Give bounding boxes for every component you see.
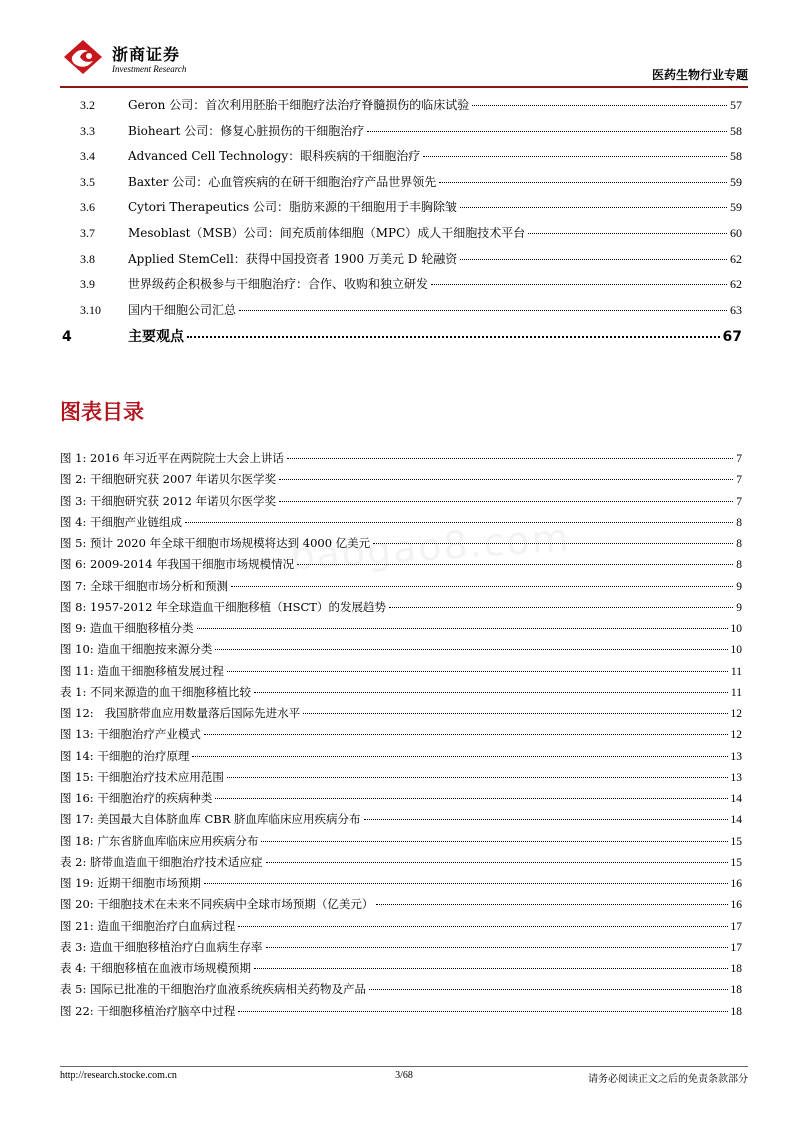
figure-label: 图 2: bbox=[60, 472, 87, 487]
figure-page: 17 bbox=[730, 941, 742, 954]
dot-leader bbox=[204, 883, 728, 884]
toc-title: Applied StemCell：获得中国投资者 1900 万美元 D 轮融资 bbox=[128, 251, 458, 266]
figure-entry[interactable] bbox=[60, 493, 742, 514]
figure-page: 12 bbox=[730, 708, 742, 720]
dot-leader bbox=[303, 713, 727, 714]
figure-page: 7 bbox=[736, 474, 742, 487]
dot-leader bbox=[266, 947, 728, 948]
figure-page: 14 bbox=[730, 814, 742, 827]
figure-page: 18 bbox=[730, 963, 742, 975]
toc-entry[interactable] bbox=[80, 275, 742, 301]
toc-title: Bioheart 公司：修复心脏损伤的干细胞治疗 bbox=[128, 123, 365, 138]
dot-leader bbox=[460, 259, 727, 260]
dot-leader bbox=[231, 586, 733, 587]
figure-title: 造血干细胞移植分类 bbox=[90, 621, 194, 635]
toc-chapter-number: 4 bbox=[62, 329, 72, 346]
toc-chapter-entry[interactable] bbox=[62, 326, 742, 356]
figure-entry[interactable] bbox=[60, 833, 742, 854]
dot-leader bbox=[266, 862, 728, 863]
figure-entry[interactable] bbox=[60, 960, 742, 981]
toc-title: Mesoblast（MSB）公司：间充质前体细胞（MPC）成人干细胞技术平台 bbox=[128, 225, 526, 240]
dot-leader bbox=[369, 989, 727, 990]
figure-page: 16 bbox=[730, 878, 742, 890]
figure-label: 图 3: bbox=[60, 493, 87, 508]
figure-title: 造血干细胞按来源分类 bbox=[97, 642, 213, 657]
figure-entry[interactable] bbox=[60, 684, 742, 705]
figure-entry[interactable] bbox=[60, 1003, 742, 1024]
figure-label: 图 16: bbox=[60, 791, 94, 805]
figure-title: 干细胞治疗技术应用范围 bbox=[97, 769, 224, 784]
figure-label: 表 3: bbox=[60, 939, 87, 954]
figure-page: 18 bbox=[730, 984, 742, 997]
header-divider bbox=[60, 86, 748, 88]
figure-label: 图 22: bbox=[60, 1003, 94, 1018]
figure-entry[interactable] bbox=[60, 748, 742, 769]
dot-leader bbox=[254, 692, 728, 693]
figure-entry[interactable] bbox=[60, 578, 742, 599]
toc-title: 世界级药企积极参与干细胞治疗：合作、收购和独立研发 bbox=[128, 277, 429, 292]
figure-entry[interactable] bbox=[60, 981, 742, 1002]
figure-page: 17 bbox=[730, 920, 742, 933]
toc-page: 57 bbox=[730, 98, 742, 112]
figure-page: 10 bbox=[730, 623, 742, 635]
figure-entry[interactable] bbox=[60, 854, 742, 875]
dot-leader bbox=[215, 649, 727, 650]
toc-page: 58 bbox=[730, 123, 742, 138]
figure-label: 图 11: bbox=[60, 663, 94, 678]
toc-number: 3.4 bbox=[80, 149, 95, 164]
figure-label: 图 14: bbox=[60, 748, 94, 763]
toc-page: 59 bbox=[730, 174, 742, 189]
figure-label: 图 15: bbox=[60, 769, 94, 784]
figure-title: 预计 2020 年全球干细胞市场规模将达到 4000 亿美元 bbox=[90, 536, 371, 550]
dot-leader bbox=[238, 1011, 727, 1012]
toc-entry[interactable] bbox=[80, 224, 742, 250]
figure-page: 8 bbox=[736, 538, 742, 550]
dot-leader bbox=[287, 458, 733, 459]
figure-title: 2016 年习近平在两院院士大会上讲话 bbox=[90, 451, 284, 465]
figure-title: 干细胞治疗产业模式 bbox=[97, 727, 201, 742]
footer-disclaimer: 请务必阅读正文之后的免责条款部分 bbox=[588, 1074, 748, 1085]
figure-title: 干细胞研究获 2012 年诺贝尔医学奖 bbox=[90, 493, 277, 508]
figure-page: 8 bbox=[736, 559, 742, 572]
figure-label: 图 10: bbox=[60, 642, 94, 657]
dot-leader bbox=[472, 105, 727, 106]
figures-heading: 图表目录 bbox=[60, 400, 144, 424]
figure-title: 干细胞研究获 2007 年诺贝尔医学奖 bbox=[90, 472, 277, 487]
toc-entry[interactable] bbox=[80, 96, 742, 122]
dot-leader bbox=[364, 819, 728, 820]
toc-title: Geron 公司：首次利用胚胎干细胞疗法治疗脊髓损伤的临床试验 bbox=[128, 98, 470, 112]
toc-page: 62 bbox=[730, 251, 742, 266]
toc-entry[interactable] bbox=[80, 250, 742, 276]
toc-page: 63 bbox=[730, 302, 742, 317]
figure-page: 12 bbox=[730, 729, 742, 742]
figure-entry[interactable] bbox=[60, 769, 742, 790]
figure-title: 造血干细胞移植治疗白血病生存率 bbox=[90, 939, 263, 954]
dot-leader bbox=[254, 968, 727, 969]
dot-leader bbox=[239, 310, 727, 311]
toc-page: 62 bbox=[730, 277, 742, 292]
figure-page: 14 bbox=[730, 793, 742, 805]
figure-entry[interactable] bbox=[60, 811, 742, 832]
figure-page: 18 bbox=[730, 1005, 742, 1018]
toc-title: 国内干细胞公司汇总 bbox=[128, 302, 237, 317]
figure-title: 近期干细胞市场预期 bbox=[97, 876, 201, 890]
toc-number: 3.3 bbox=[80, 123, 95, 138]
dot-leader bbox=[238, 926, 727, 927]
figure-label: 表 2: bbox=[60, 854, 87, 869]
dot-leader bbox=[431, 284, 727, 285]
watermark: baogao8.com bbox=[288, 515, 572, 579]
dot-leader bbox=[215, 798, 727, 799]
figure-title: 广东省脐血库临床应用疾病分布 bbox=[97, 833, 259, 848]
figure-label: 图 6: bbox=[60, 557, 87, 572]
toc-title: Cytori Therapeutics 公司：脂肪来源的干细胞用于丰胸除皱 bbox=[128, 200, 457, 215]
toc-number: 3.6 bbox=[80, 200, 95, 215]
figure-page: 13 bbox=[730, 750, 742, 763]
figure-page: 11 bbox=[730, 686, 742, 699]
toc-number: 3.8 bbox=[80, 251, 95, 266]
figure-label: 图 9: bbox=[60, 621, 87, 635]
toc-number: 3.2 bbox=[80, 98, 95, 112]
toc-page: 59 bbox=[730, 200, 742, 215]
dot-leader bbox=[279, 479, 733, 480]
figure-label: 图 12: bbox=[60, 706, 94, 720]
dot-leader bbox=[439, 182, 727, 183]
figure-page: 11 bbox=[730, 665, 742, 678]
toc-entry[interactable] bbox=[80, 301, 742, 327]
dot-leader bbox=[227, 671, 728, 672]
figure-label: 图 13: bbox=[60, 727, 94, 742]
brand-name-english: Investment Research bbox=[112, 64, 187, 74]
dot-leader bbox=[261, 841, 727, 842]
figure-entry[interactable] bbox=[60, 875, 742, 896]
figure-entry[interactable] bbox=[60, 896, 742, 917]
figure-title: 不同来源造的血干细胞移植比较 bbox=[90, 684, 252, 699]
figure-entry[interactable] bbox=[60, 918, 742, 939]
figure-label: 表 4: bbox=[60, 961, 87, 975]
dot-leader bbox=[367, 131, 727, 132]
page-footer bbox=[60, 1070, 748, 1084]
figure-label: 图 17: bbox=[60, 812, 94, 827]
figure-label: 表 1: bbox=[60, 684, 87, 699]
stocke-logo-icon bbox=[62, 38, 104, 76]
figure-label: 图 20: bbox=[60, 897, 94, 912]
figure-label: 图 4: bbox=[60, 514, 87, 529]
figure-title: 美国最大自体脐血库 CBR 脐血库临床应用疾病分布 bbox=[97, 812, 361, 827]
figure-page: 13 bbox=[730, 771, 742, 784]
dot-leader bbox=[376, 904, 727, 905]
figure-title: 2009-2014 年我国干细胞市场规模情况 bbox=[90, 557, 295, 572]
page-header bbox=[60, 30, 748, 92]
footer-url-link[interactable]: http://research.stocke.com.cn bbox=[60, 1070, 177, 1081]
figure-page: 16 bbox=[730, 899, 742, 912]
figure-label: 图 5: bbox=[60, 536, 87, 550]
figure-title: 造血干细胞治疗白血病过程 bbox=[97, 918, 236, 933]
dot-leader bbox=[197, 628, 728, 629]
figure-page: 8 bbox=[736, 516, 742, 529]
toc-entry[interactable] bbox=[80, 122, 742, 148]
figure-label: 图 7: bbox=[60, 578, 87, 593]
figure-title: 全球干细胞市场分析和预测 bbox=[90, 578, 229, 593]
toc-number: 3.5 bbox=[80, 174, 95, 189]
figure-label: 图 1: bbox=[60, 451, 87, 465]
figure-title: 造血干细胞移植发展过程 bbox=[97, 663, 224, 678]
figure-title: 干细胞移植治疗脑卒中过程 bbox=[97, 1003, 236, 1018]
figure-label: 图 19: bbox=[60, 876, 94, 890]
figure-entry[interactable] bbox=[60, 705, 742, 726]
figure-entry[interactable] bbox=[60, 726, 742, 747]
toc-chapter-page: 67 bbox=[722, 329, 742, 346]
figure-entry[interactable] bbox=[60, 663, 742, 684]
dot-leader bbox=[187, 336, 720, 338]
figure-page: 9 bbox=[736, 580, 742, 593]
dot-leader bbox=[423, 156, 727, 157]
figure-label: 图 18: bbox=[60, 833, 94, 848]
figure-entry[interactable] bbox=[60, 939, 742, 960]
page-number: 3/68 bbox=[395, 1070, 413, 1081]
figure-label: 图 21: bbox=[60, 918, 94, 933]
figure-label: 图 8: bbox=[60, 599, 87, 614]
toc-entry[interactable] bbox=[80, 147, 742, 173]
figure-title: 我国脐带血应用数量落后国际先进水平 bbox=[104, 706, 301, 720]
figure-page: 9 bbox=[736, 601, 742, 614]
figure-title: 干细胞移植在血液市场规模预期 bbox=[90, 961, 252, 975]
figure-title: 干细胞治疗的疾病种类 bbox=[97, 791, 213, 805]
figure-title: 1957-2012 年全球造血干细胞移植（HSCT）的发展趋势 bbox=[90, 599, 386, 614]
toc-title: Advanced Cell Technology：眼科疾病的干细胞治疗 bbox=[128, 149, 421, 164]
figure-page: 10 bbox=[730, 644, 742, 657]
dot-leader bbox=[279, 501, 733, 502]
dot-leader bbox=[389, 607, 733, 608]
toc-entry[interactable] bbox=[80, 173, 742, 199]
figure-title: 干细胞技术在未来不同疾病中全球市场预期（亿美元） bbox=[97, 897, 374, 912]
toc-chapter-title: 主要观点 bbox=[128, 329, 184, 346]
toc-entry[interactable] bbox=[80, 198, 742, 224]
dot-leader bbox=[192, 756, 727, 757]
figure-title: 干细胞产业链组成 bbox=[90, 514, 183, 529]
report-type: 医药生物行业专题 bbox=[651, 68, 748, 82]
toc-page: 58 bbox=[730, 149, 742, 164]
figure-title: 干细胞的治疗原理 bbox=[97, 748, 190, 763]
brand-name: 浙商证券 bbox=[112, 45, 181, 64]
dot-leader bbox=[460, 207, 727, 208]
figure-page: 7 bbox=[736, 453, 742, 465]
figure-entry[interactable] bbox=[60, 641, 742, 662]
dot-leader bbox=[204, 734, 728, 735]
toc-number: 3.10 bbox=[80, 302, 101, 317]
figure-entry[interactable] bbox=[60, 599, 742, 620]
figure-entry[interactable] bbox=[60, 620, 742, 641]
figure-entry[interactable] bbox=[60, 450, 742, 471]
toc-page: 60 bbox=[730, 225, 742, 240]
toc-number: 3.9 bbox=[80, 277, 95, 292]
toc-number: 3.7 bbox=[80, 225, 95, 240]
toc-title: Baxter 公司：心血管疾病的在研干细胞治疗产品世界领先 bbox=[128, 174, 437, 189]
figure-entry[interactable] bbox=[60, 790, 742, 811]
figure-entry[interactable] bbox=[60, 471, 742, 492]
figure-title: 脐带血造血干细胞治疗技术适应症 bbox=[90, 854, 263, 869]
footer-divider bbox=[60, 1066, 748, 1067]
figure-page: 7 bbox=[736, 495, 742, 508]
dot-leader bbox=[227, 777, 728, 778]
figure-page: 15 bbox=[730, 835, 742, 848]
figure-page: 15 bbox=[730, 856, 742, 869]
table-of-contents bbox=[62, 96, 742, 356]
dot-leader bbox=[528, 233, 727, 234]
figure-title: 国际已批准的干细胞治疗血液系统疾病相关药物及产品 bbox=[90, 982, 367, 997]
figure-label: 表 5: bbox=[60, 982, 87, 997]
